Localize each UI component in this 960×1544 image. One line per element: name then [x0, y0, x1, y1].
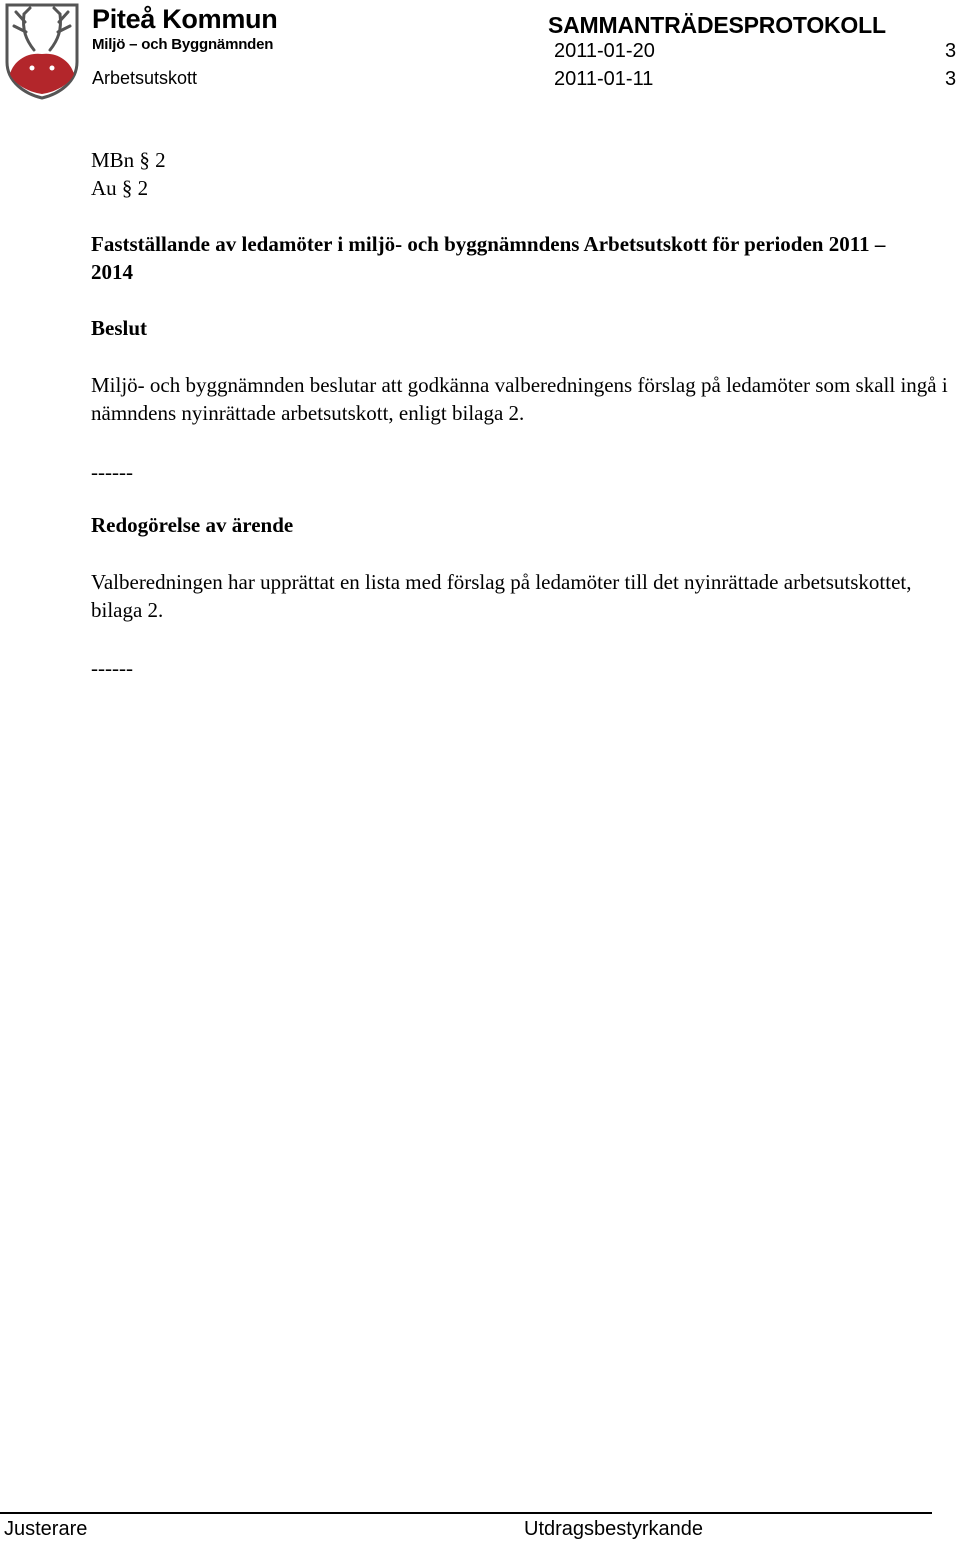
item-title: Fastställande av ledamöter i miljö- och byggnämndens Arbetsutskott för perioden 2011 – 2014: [91, 232, 886, 284]
separator: ------: [91, 656, 133, 680]
reindeer-crest-icon: [4, 2, 80, 100]
footer-rule: [0, 1512, 932, 1514]
decision-text: Miljö- och byggnämnden beslutar att godkänna valberedningens förslag på ledamöter som skall ingå i nämndens nyinrättade arbetsutskott, enligt bilaga 2.: [91, 373, 948, 425]
footer-certification-label: Utdragsbestyrkande: [524, 1518, 703, 1540]
mbn-paragraph-ref: MBn § 2: [91, 148, 166, 172]
document-type: SAMMANTRÄDESPROTOKOLL: [548, 12, 886, 38]
footer-adjuster-label: Justerare: [4, 1518, 88, 1540]
committee-name: Arbetsutskott: [92, 68, 198, 88]
decision-heading: Beslut: [91, 316, 148, 340]
organization-unit: Miljö – och Byggnämnden: [92, 36, 274, 53]
report-text: Valberedningen har upprättat en lista med förslag på ledamöter till det nyinrättade arbetsutskottet, bilaga 2.: [91, 570, 912, 622]
committee-date: 2011-01-11: [554, 68, 654, 90]
committee-page-number: 3: [945, 68, 957, 90]
page-number: 3: [945, 40, 957, 62]
au-paragraph-ref: Au § 2: [91, 176, 149, 200]
organization-name: Piteå Kommun: [92, 4, 278, 34]
separator: ------: [91, 460, 133, 484]
report-heading: Redogörelse av ärende: [91, 513, 294, 537]
meeting-date: 2011-01-20: [554, 40, 655, 62]
